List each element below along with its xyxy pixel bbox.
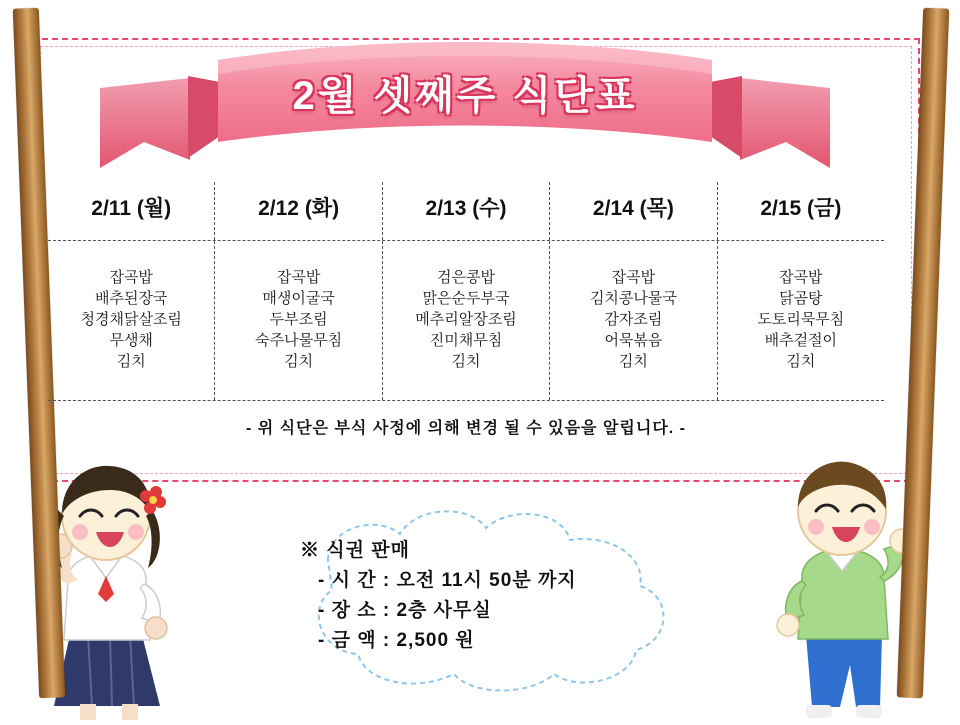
menu-day-column-3: [383, 182, 550, 240]
menu-item: 청경채닭살조림: [80, 311, 182, 328]
day-label: 2/11 (월): [91, 197, 172, 220]
cloud-note-line: - 장 소 : 2층 사무실: [318, 600, 492, 621]
menu-table: [48, 182, 884, 438]
menu-item: 어묵볶음: [604, 332, 663, 349]
menu-item: 두부조림: [269, 311, 328, 328]
page-title: 2월 셋째주 식단표: [292, 74, 638, 118]
cloud-note: [258, 500, 698, 700]
menu-item: 김치: [451, 353, 481, 370]
cloud-note-line: ※ 식권 판매: [300, 540, 410, 561]
menu-day-column-1: [48, 182, 215, 240]
cloud-note-line: - 시 간 : 오전 11시 50분 까지: [318, 570, 577, 591]
menu-item: 김치: [116, 353, 146, 370]
menu-item: 잡곡밥: [779, 269, 823, 286]
menu-item: 배추겉절이: [764, 332, 838, 349]
menu-item-list: [50, 245, 212, 392]
cloud-note-text: [300, 536, 670, 656]
menu-items-column-2: [215, 241, 382, 400]
day-label: 2/12 (화): [258, 197, 340, 220]
day-label: 2/13 (수): [425, 197, 507, 220]
menu-item: 진미채무침: [429, 332, 503, 349]
cloud-note-line: - 금 액 : 2,500 원: [318, 630, 475, 651]
menu-item: 닭곰탕: [779, 290, 823, 307]
day-label: 2/14 (목): [592, 197, 674, 220]
menu-day-column-4: [550, 182, 717, 240]
menu-change-notice: - 위 식단은 부식 사정에 의해 변경 될 수 있음을 알립니다. -: [245, 420, 687, 437]
menu-item: 무생채: [109, 332, 153, 349]
menu-day-column-5: [718, 182, 884, 240]
menu-item: 배추된장국: [94, 290, 168, 307]
menu-body-row: [48, 241, 884, 401]
menu-item-list: [217, 245, 379, 392]
menu-item: 맑은순두부국: [422, 290, 510, 307]
menu-item: 메추리알장조림: [415, 311, 517, 328]
menu-item: 숙주나물무침: [255, 332, 343, 349]
menu-item: 도토리묵무침: [757, 311, 845, 328]
menu-item: 검은콩밥: [437, 269, 495, 286]
menu-item-list: [385, 245, 547, 392]
menu-item: 김치: [618, 353, 648, 370]
menu-items-column-5: [718, 241, 884, 400]
menu-items-column-1: [48, 241, 215, 400]
menu-header-row: [48, 182, 884, 241]
menu-item: 김치: [786, 353, 816, 370]
menu-item: 감자조림: [604, 311, 663, 328]
menu-item: 김치: [284, 353, 314, 370]
menu-item: 잡곡밥: [611, 269, 656, 286]
day-label: 2/15 (금): [760, 197, 842, 220]
menu-item: 잡곡밥: [276, 269, 321, 286]
menu-item: 잡곡밥: [109, 269, 153, 286]
menu-items-column-4: [550, 241, 717, 400]
menu-items-column-3: [383, 241, 550, 400]
menu-item: 김치콩나물국: [589, 290, 677, 307]
menu-item-list: [720, 245, 882, 392]
title-ribbon: [70, 30, 860, 180]
menu-item: 매생이굴국: [262, 290, 335, 307]
menu-day-column-2: [215, 182, 382, 240]
menu-item-list: [552, 245, 714, 392]
